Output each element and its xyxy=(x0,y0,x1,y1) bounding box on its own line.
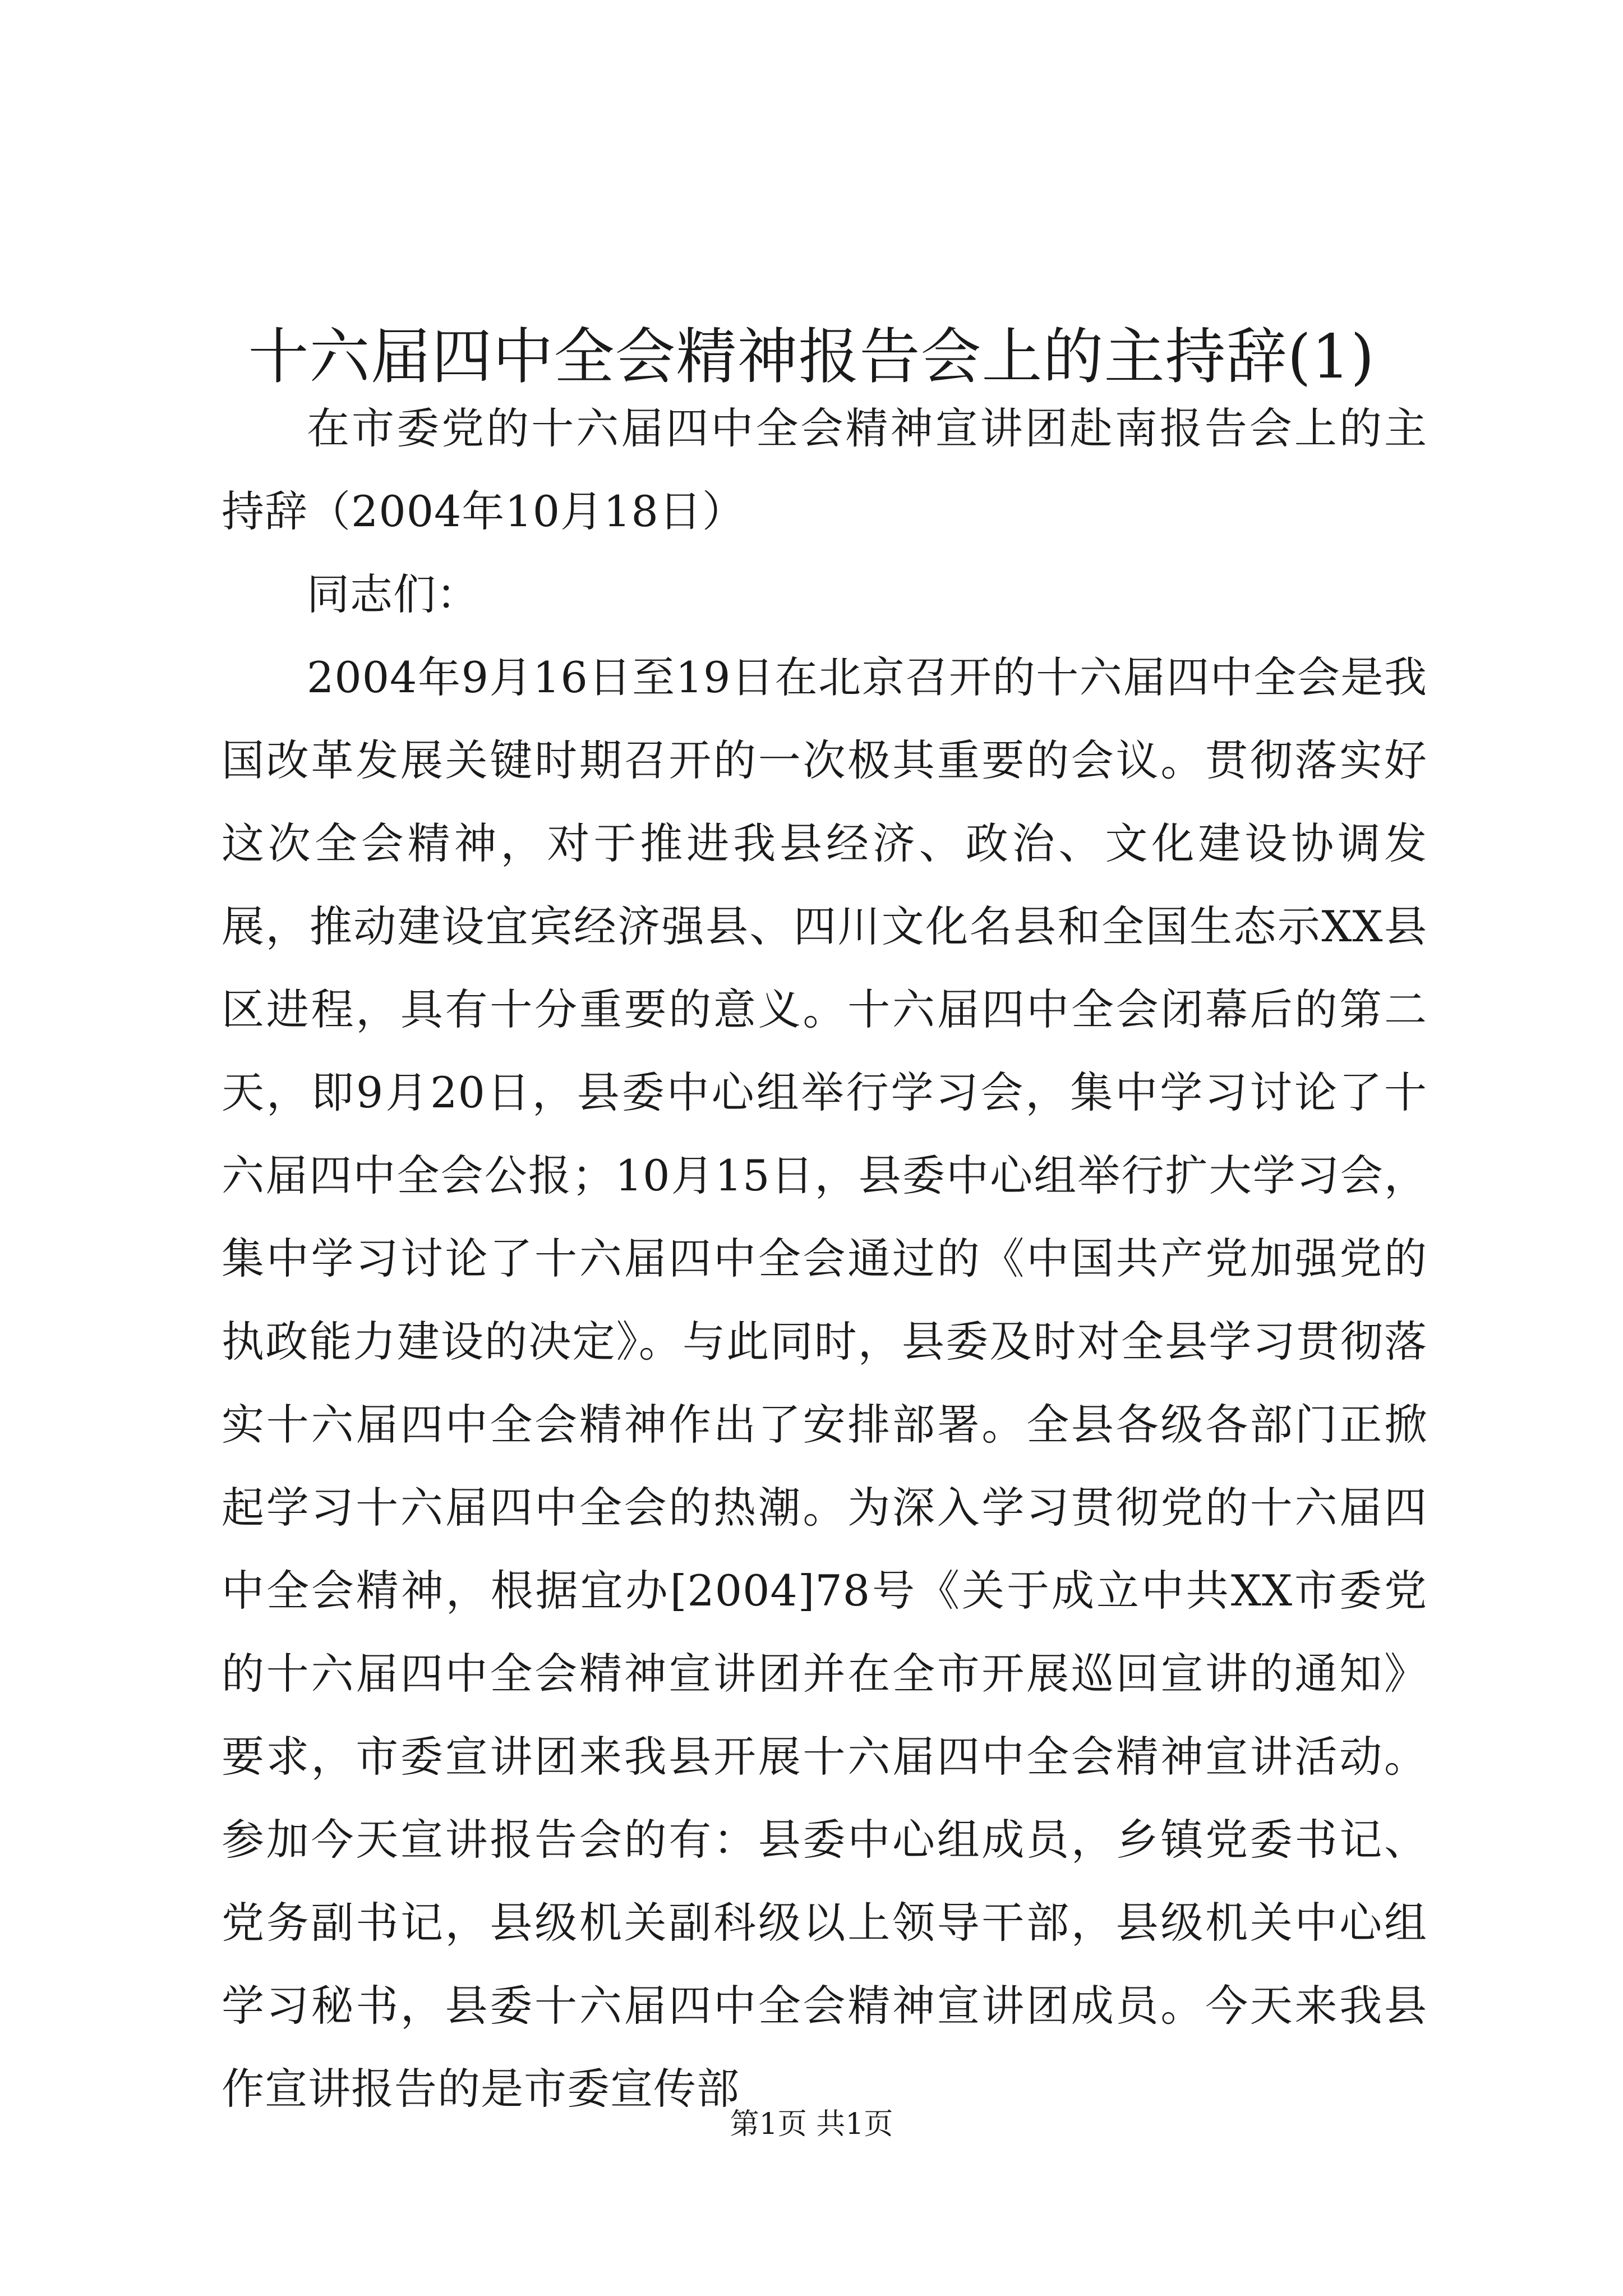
page-footer: 第1页 共1页 xyxy=(730,2108,893,2141)
paragraph-main: 2004年9月16日至19日在北京召开的十六届四中全会是我国改革发展关键时期召开的一次极其重要的会议。贯彻落实好这次全会精神，对于推进我县经济、政治、文化建设协调发展，推动建设宜宾经济强县、四川文化名县和全国生态示XX县区进程，具有十分重要的意义。十六届四中全会闭幕后的第二天，即9月20日，县委中心组举行学习会，集中学习讨论了十六届四中全会公报；10月15日，县委中心组举行扩大学习会，集中学习讨论了十六届四中全会通过的《中国共产党加强党的执政能力建设的决定》。与此同时，县委及时对全县学习贯彻落实十六届四中全会精神作出了安排部署。全县各级各部门正掀起学习十六届四中全会的热潮。为深入学习贯彻党的十六届四中全会精神，根据宜办[2004]78号《关于成立中共XX市委党的十六届四中全会精神宣讲团并在全市开展巡回宣讲的通知》要求，市委宣讲团来我县开展十六届四中全会精神宣讲活动。参加今天宣讲报告会的有：县委中心组成员，乡镇党委书记、党务副书记，县级机关副科级以上领导干部，县级机关中心组学习秘书，县委十六届四中全会精神宣讲团成员。今天来我县作宣讲报告的是市委宣传部 xyxy=(222,652,1427,2114)
document-body xyxy=(222,387,1427,2131)
document-title: 十六届四中全会精神报告会上的主持辞(1) xyxy=(248,322,1375,393)
paragraph-subtitle: 在市委党的十六届四中全会精神宣讲团赴南报告会上的主持辞（2004年10月18日） xyxy=(222,403,1427,536)
paragraph-salutation: 同志们： xyxy=(307,569,479,619)
